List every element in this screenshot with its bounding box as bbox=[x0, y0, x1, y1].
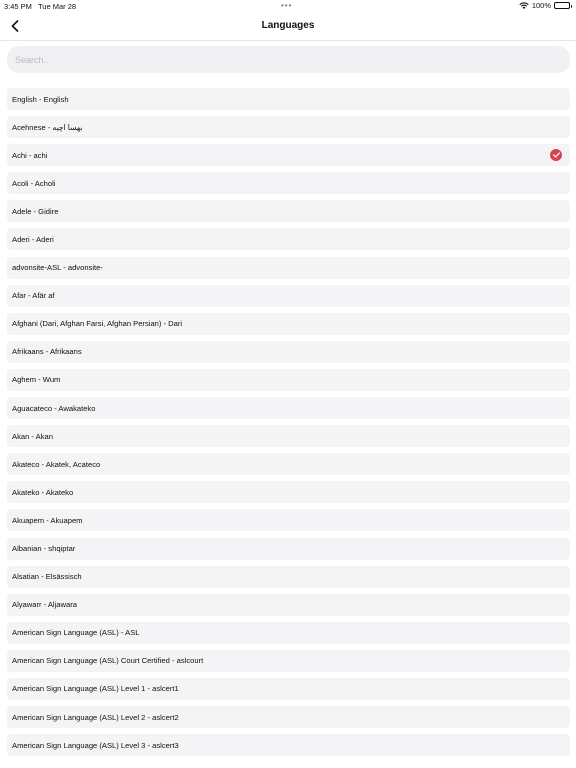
language-label: American Sign Language (ASL) Court Certified - aslcourt bbox=[12, 656, 204, 666]
language-label: Akuapem - Akuapem bbox=[12, 515, 83, 525]
language-list-item[interactable] bbox=[7, 650, 570, 672]
language-list-item[interactable] bbox=[7, 341, 570, 363]
language-list-item[interactable] bbox=[7, 706, 570, 728]
language-list-item[interactable] bbox=[7, 538, 570, 560]
language-label: Afghani (Dari, Afghan Farsi, Afghan Persian) - Dari bbox=[12, 319, 183, 329]
language-label: Afar - Afär af bbox=[12, 291, 55, 301]
language-label: Achi - achi bbox=[12, 150, 48, 160]
language-list-item[interactable] bbox=[7, 425, 570, 447]
language-label: English - English bbox=[12, 94, 69, 104]
language-label: Acoli - Acholi bbox=[12, 178, 56, 188]
language-label: Albanian - shqiptar bbox=[12, 544, 76, 553]
language-label: Adele - Gidire bbox=[12, 206, 59, 216]
status-right bbox=[519, 1, 570, 10]
language-label: advonsite-ASL - advonsite- bbox=[12, 263, 103, 273]
language-label: Akateco - Akatek, Acateco bbox=[12, 459, 101, 469]
battery-percent: 100% bbox=[531, 1, 551, 10]
language-list-item[interactable] bbox=[7, 257, 570, 279]
language-list-item[interactable] bbox=[7, 144, 570, 166]
language-list-item[interactable] bbox=[7, 509, 570, 531]
page-title: Languages bbox=[261, 20, 315, 31]
wifi-icon bbox=[519, 2, 529, 10]
language-list-item[interactable] bbox=[7, 313, 570, 335]
language-label: Alsatian - Elsässisch bbox=[12, 572, 82, 582]
status-time: 3:45 PM bbox=[4, 2, 32, 11]
language-list-item[interactable] bbox=[7, 594, 570, 616]
language-label: Alyawarr - Aljawara bbox=[12, 600, 77, 610]
language-label: American Sign Language (ASL) - ASL bbox=[12, 628, 140, 638]
language-label: Acehnese - بهسا اچيه bbox=[12, 122, 83, 132]
language-list-item[interactable] bbox=[7, 228, 570, 250]
status-bar bbox=[0, 0, 576, 12]
language-list-item[interactable] bbox=[7, 172, 570, 194]
navigation-bar bbox=[0, 12, 576, 41]
language-label: Aguacateco - Awakateko bbox=[12, 403, 96, 413]
language-label: American Sign Language (ASL) Level 1 - aslcert1 bbox=[12, 684, 179, 694]
status-date: Tue Mar 28 bbox=[38, 2, 77, 11]
language-list-item[interactable] bbox=[7, 397, 570, 419]
language-list-item[interactable] bbox=[7, 566, 570, 588]
language-list-item[interactable] bbox=[7, 453, 570, 475]
language-label: Aderi - Aderi bbox=[12, 234, 54, 244]
language-label: Akateko - Akateko bbox=[12, 487, 74, 497]
language-list-item[interactable] bbox=[7, 734, 570, 756]
language-list-item[interactable] bbox=[7, 116, 570, 138]
language-list bbox=[7, 88, 570, 762]
language-label: American Sign Language (ASL) Level 2 - aslcert2 bbox=[12, 712, 179, 722]
language-list-item[interactable] bbox=[7, 678, 570, 700]
checkmark-circle-icon bbox=[550, 149, 562, 161]
language-label: American Sign Language (ASL) Level 3 - aslcert3 bbox=[12, 740, 179, 750]
language-label: Aghem - Wum bbox=[12, 375, 61, 385]
language-list-item[interactable] bbox=[7, 200, 570, 222]
language-label: Afrikaans - Afrikaans bbox=[12, 347, 82, 357]
language-list-item[interactable] bbox=[7, 88, 570, 110]
language-list-item[interactable] bbox=[7, 622, 570, 644]
battery-icon bbox=[554, 2, 570, 9]
multitasking-dots-icon[interactable]: ••• bbox=[281, 1, 293, 10]
language-list-item[interactable] bbox=[7, 285, 570, 307]
language-list-item[interactable] bbox=[7, 369, 570, 391]
language-list-item[interactable] bbox=[7, 481, 570, 503]
search-input[interactable] bbox=[7, 46, 570, 73]
language-label: Akan - Akan bbox=[12, 431, 53, 441]
